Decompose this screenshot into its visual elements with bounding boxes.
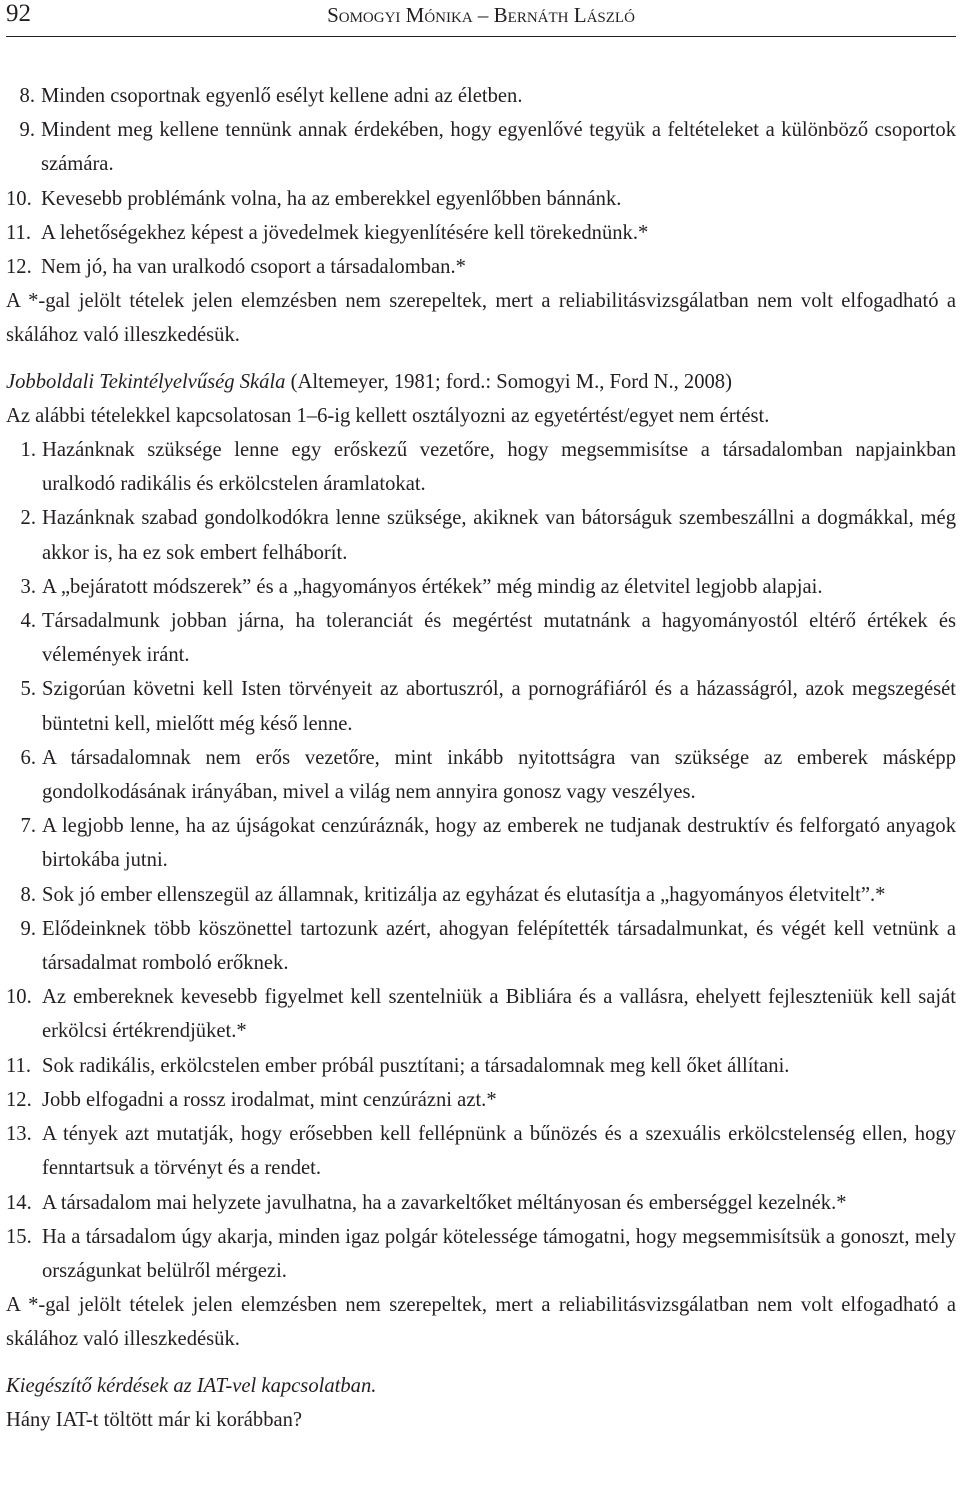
item-text: A legjobb lenne, ha az újságokat cenzúráznák, hogy az emberek ne tudjanak destruktív és felforgató anyagok birtokába jutni. bbox=[42, 815, 956, 872]
item-text: A társadalomnak nem erős vezetőre, mint inkább nyitottságra van szüksége az emberek másképp gondolkodásának irányában, mivel a világ nem annyira gonosz vagy veszélyes. bbox=[42, 746, 956, 804]
list-item bbox=[6, 604, 956, 672]
item-number: 13. bbox=[6, 1123, 32, 1146]
list-item bbox=[6, 433, 956, 501]
list-item bbox=[6, 1049, 956, 1083]
list-item bbox=[6, 1117, 956, 1185]
item-number: 15. bbox=[6, 1225, 32, 1248]
item-number: 5. bbox=[20, 678, 36, 701]
item-text: Szigorúan követni kell Isten törvényeit az abortuszról, a pornográfiáról és a házasságról, azok megszegését büntetni kell, mielőtt még késő lenne. bbox=[42, 678, 956, 735]
list-section1 bbox=[6, 79, 956, 284]
item-number: 9. bbox=[19, 119, 35, 142]
item-number: 2. bbox=[20, 507, 36, 530]
item-number: 14. bbox=[6, 1191, 32, 1214]
item-text: Minden csoportnak egyenlő esélyt kellene adni az életben. bbox=[41, 85, 523, 107]
running-head: Somogyi Mónika – Bernáth László bbox=[327, 3, 635, 27]
list-item bbox=[6, 672, 956, 740]
page-number: 92 bbox=[6, 0, 31, 27]
item-text: Nem jó, ha van uralkodó csoport a társadalomban.* bbox=[41, 256, 466, 279]
scale-title bbox=[6, 365, 956, 399]
page-header bbox=[6, 0, 956, 34]
item-text: Az embereknek kevesebb figyelmet kell szentelniük a Bibliára és a vallásra, ehelyett fejleszteniük kell saját erkölcsi értékrendjüket.* bbox=[42, 986, 956, 1043]
list-item bbox=[6, 113, 956, 181]
item-text: Sok jó ember ellenszegül az államnak, kritizálja az egyházat és elutasítja a „hagyományos életvitelt”.* bbox=[42, 883, 886, 906]
footnote-note: A *-gal jelölt tételek jelen elemzésben nem szerepeltek, mert a reliabilitásvizsgálatban nem volt elfogadható a skálához való illeszkedésük. bbox=[6, 1294, 956, 1351]
list-item bbox=[6, 570, 956, 604]
item-text: Mindent meg kellene tennünk annak érdekében, hogy egyenlővé tegyük a feltételeket a különböző csoportok számára. bbox=[41, 119, 956, 176]
item-number: 11. bbox=[6, 221, 31, 244]
list-item bbox=[6, 1083, 956, 1117]
item-number: 4. bbox=[20, 610, 36, 633]
item-number: 10. bbox=[6, 187, 32, 210]
list-item bbox=[6, 182, 956, 216]
item-number: 6. bbox=[20, 746, 36, 769]
list-item bbox=[6, 980, 956, 1048]
item-number: 9. bbox=[20, 917, 36, 940]
list-item bbox=[6, 1186, 956, 1220]
item-text: Hazánknak szabad gondolkodókra lenne szüksége, akiknek van bátorságuk szembeszállni a dogmákkal, még akkor is, ha ez sok embert felháborít. bbox=[42, 507, 956, 564]
item-number: 7. bbox=[20, 815, 36, 838]
list-item bbox=[6, 79, 956, 113]
item-number: 10. bbox=[6, 986, 32, 1009]
main-content bbox=[6, 79, 956, 1437]
item-text: A „bejáratott módszerek” és a „hagyományos értékek” még mindig az életvitel legjobb alapjai. bbox=[42, 575, 823, 598]
item-text: Jobb elfogadni a rossz irodalmat, mint cenzúrázni azt.* bbox=[42, 1088, 497, 1111]
list-item bbox=[6, 216, 956, 250]
footnote-note: A *-gal jelölt tételek jelen elemzésben nem szerepeltek, mert a reliabilitásvizsgálatban nem volt elfogadható a skálához való illeszkedésük. bbox=[6, 290, 956, 347]
list-item bbox=[6, 809, 956, 877]
item-number: 3. bbox=[20, 575, 36, 598]
list-item bbox=[6, 912, 956, 980]
question-text: Hány IAT-t töltött már ki korábban? bbox=[6, 1408, 303, 1431]
item-text: Hazánknak szüksége lenne egy erőskezű vezetőre, hogy megsemmisítse a társadalomban napjainkban uralkodó radikális és erkölcstelen áramlatokat. bbox=[42, 439, 956, 496]
scale-title-citation: (Altemeyer, 1981; ford.: Somogyi M., Ford N., 2008) bbox=[285, 370, 732, 393]
item-number: 8. bbox=[19, 85, 35, 107]
scale-instruction: Az alábbi tételekkel kapcsolatosan 1–6-ig kellett osztályozni az egyetértést/egyet nem értést. bbox=[6, 404, 770, 427]
list-item bbox=[6, 250, 956, 284]
list-section2 bbox=[6, 433, 956, 1288]
item-text: Elődeinknek több köszönettel tartozunk azért, ahogyan felépítették társadalmunkat, és végét kell vetnünk a társadalmat romboló erőknek. bbox=[42, 917, 956, 975]
item-text: A lehetőségekhez képest a jövedelmek kiegyenlítésére kell törekednünk.* bbox=[41, 221, 649, 244]
item-number: 11. bbox=[6, 1054, 31, 1077]
list-item bbox=[6, 741, 956, 809]
list-item bbox=[6, 501, 956, 569]
scale-title-italic: Jobboldali Tekintélyelvűség Skála bbox=[6, 370, 286, 393]
list-item bbox=[6, 1220, 956, 1288]
item-number: 1. bbox=[20, 439, 36, 462]
item-text: Ha a társadalom úgy akarja, minden igaz polgár kötelessége támogatni, hogy megsemmisítsük a gonoszt, mely országunkat belülről mérgezi. bbox=[42, 1225, 956, 1282]
list-item bbox=[6, 878, 956, 912]
item-text: Kevesebb problémánk volna, ha az emberekkel egyenlőbben bánnánk. bbox=[41, 187, 622, 210]
item-number: 8. bbox=[20, 883, 36, 906]
item-text: Sok radikális, erkölcstelen ember próbál pusztítani; a társadalomnak meg kell őket állítani. bbox=[42, 1054, 790, 1077]
item-number: 12. bbox=[6, 1088, 32, 1111]
section-heading: Kiegészítő kérdések az IAT-vel kapcsolatban. bbox=[6, 1374, 377, 1397]
item-text: Társadalmunk jobban járna, ha toleranciát és megértést mutatnánk a hagyományostól eltérő értékek és vélemények iránt. bbox=[42, 610, 956, 667]
item-text: A társadalom mai helyzete javulhatna, ha a zavarkeltőket méltányosan és emberséggel kezelnék.* bbox=[42, 1191, 847, 1214]
header-rule bbox=[6, 36, 956, 37]
item-text: A tények azt mutatják, hogy erősebben kell fellépnünk a bűnözés és a szexuális erkölcstelenség ellen, hogy fenntartsuk a törvényt és a rendet. bbox=[42, 1123, 956, 1180]
item-number: 12. bbox=[6, 256, 32, 279]
